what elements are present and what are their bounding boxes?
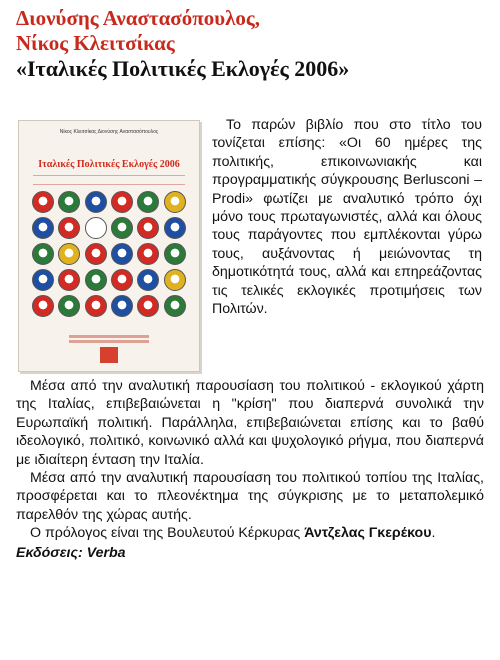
party-logo-icon [32, 217, 54, 239]
article-heading [16, 6, 486, 81]
party-logo-icon [111, 295, 133, 317]
party-logo-icon [137, 243, 159, 265]
party-logo-icon [32, 191, 54, 213]
paragraph-intro: Το παρών βιβλίο που στο τίτλο του τονίζεται επίσης: «Οι 60 ημέρες της πολιτικής, επικοινωνιακής και προγραμματικής σύγκρουσης Berlusconi – Prodi» φωτίζει με αναλυτικό τρόπο όχι μόνο τους πρωταγωνιστές, αλλά και όλους τους παράγοντες που εμπλέκονται γύρω τους, αυξάνοντας ή μειώνοντας τη δημοτικότητά τους, αλλά και επηρεάζοντας τις τελικές εκλογικές προτιμήσεις των Πολιτών. [212, 117, 482, 318]
party-logo-icon [164, 243, 186, 265]
cover-footer-line [69, 340, 149, 343]
cover-title: Ιταλικές Πολιτικές Εκλογές 2006 [38, 159, 180, 170]
party-logo-icon [137, 217, 159, 239]
party-logo-icon [32, 295, 54, 317]
article-body [16, 377, 484, 561]
party-logo-icon [137, 269, 159, 291]
party-logo-icon [111, 243, 133, 265]
author-line-2: Νίκος Κλειτσίκας [16, 31, 175, 55]
book-title: «Ιταλικές Πολιτικές Εκλογές 2006» [16, 56, 350, 81]
prologue-author: Άντζελας Γκερέκου [304, 525, 432, 542]
party-logo-icon [85, 217, 107, 239]
party-logo-icon [85, 243, 107, 265]
party-logo-icon [58, 243, 80, 265]
party-logo-icon [32, 269, 54, 291]
author-line-1: Διονύσης Αναστασόπουλος, [16, 6, 261, 30]
party-logo-icon [58, 217, 80, 239]
party-logo-icon [85, 191, 107, 213]
publisher-line: Εκδόσεις: Verba [16, 544, 126, 561]
paragraph-analysis: Μέσα από την αναλυτική παρουσίαση του πολιτικού - εκλογικού χάρτη της Ιταλίας, επιβεβαιώνεται η "κρίση" που διαπερνά συνολικά την Ευρωπαϊκή πολιτική. Παράλληλα, επιβεβαιώνεται επίσης και το βαθύ ιδεολογικό, πολιτικό, κοινωνικό αλλά και ψυχολογικό ρήγμα, που διαπερνά με ιδιαίτερη ένταση την Ιταλία. [16, 378, 484, 468]
cover-footer-line [69, 335, 149, 338]
party-logo-icon [58, 269, 80, 291]
cover-authors: Νίκος Κλειτσίκας Διονύσης Αναστασόπουλος [59, 129, 159, 135]
party-logo-icon [111, 269, 133, 291]
party-logo-icon [164, 217, 186, 239]
party-logo-icon [137, 191, 159, 213]
party-logo-icon [164, 191, 186, 213]
party-logo-icon [164, 269, 186, 291]
party-logo-icon [164, 295, 186, 317]
party-logo-icon [32, 243, 54, 265]
prologue-text: Ο πρόλογος είναι της Βουλευτού Κέρκυρας [30, 525, 305, 542]
party-logo-icon [58, 295, 80, 317]
party-logos-grid [31, 191, 187, 317]
book-cover-image [18, 120, 200, 372]
party-logo-icon [85, 269, 107, 291]
party-logo-icon [137, 295, 159, 317]
party-logo-icon [85, 295, 107, 317]
cover-subtitle-lines [33, 175, 185, 185]
cover-footer [19, 333, 199, 363]
party-logo-icon [111, 217, 133, 239]
publisher-logo [100, 347, 118, 363]
paragraph-comparison: Μέσα από την αναλυτική παρουσίαση του πολιτικού τοπίου της Ιταλίας, προσφέρεται και το πλεονέκτημα της σύγκρισης με το μεταπολεμικό παρελθόν της χώρας αυτής. [16, 470, 484, 523]
prologue-end: . [431, 525, 436, 542]
paragraph-prologue [16, 524, 484, 542]
party-logo-icon [58, 191, 80, 213]
party-logo-icon [111, 191, 133, 213]
